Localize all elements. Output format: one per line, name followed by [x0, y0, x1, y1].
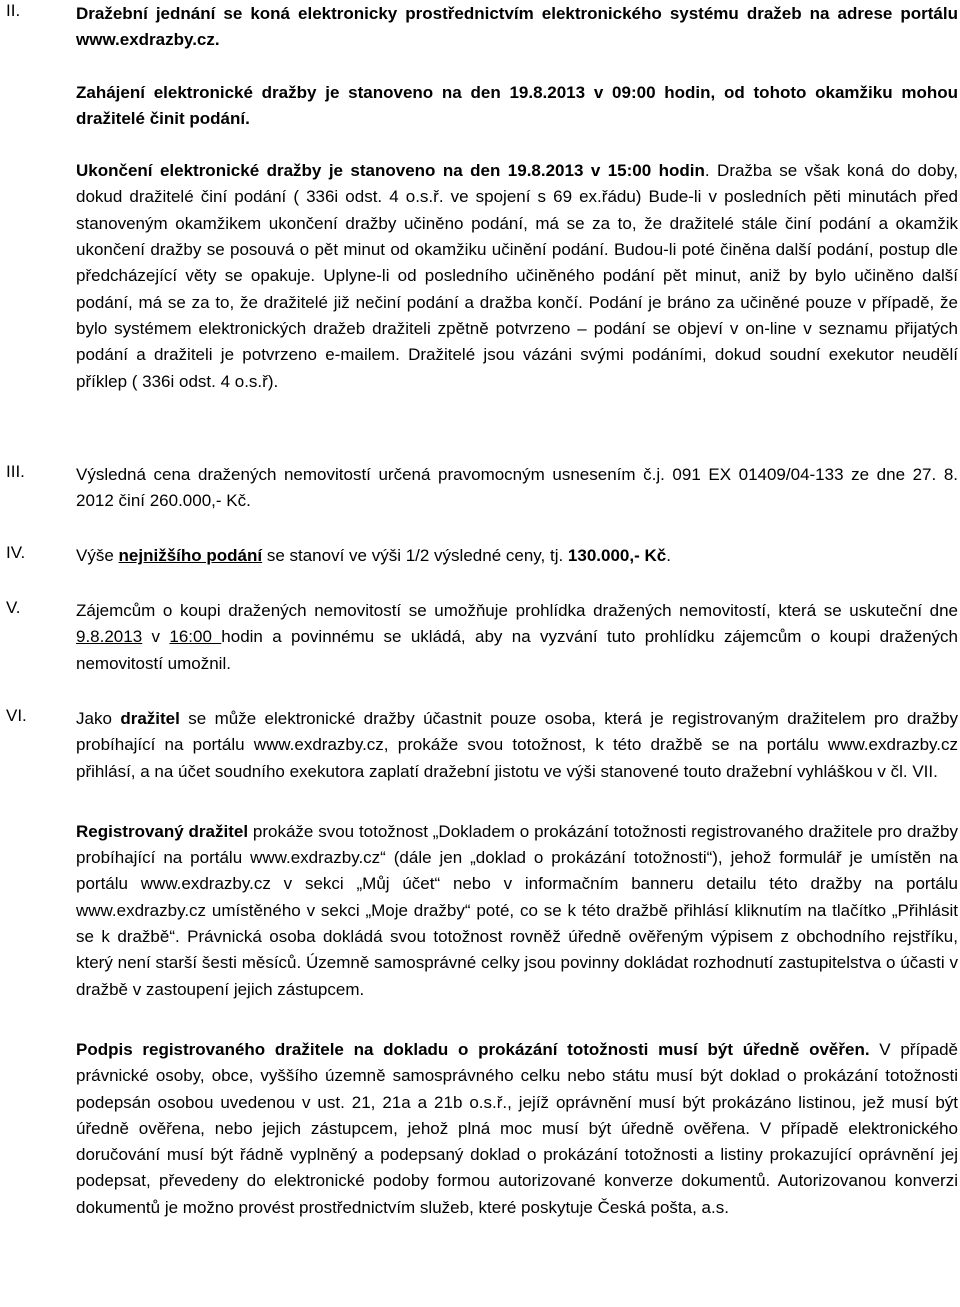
section-number: VI.: [6, 706, 27, 725]
section-text: [76, 706, 958, 1221]
section-text: [76, 1, 958, 395]
paragraph: Zahájení elektronické dražby je stanoveno na den 19.8.2013 v 09:00 hodin, od tohoto okamžiku mohou dražitelé činit podání.: [76, 82, 958, 128]
paragraph: Ukončení elektronické dražby je stanoveno na den 19.8.2013 v 15:00 hodin. Dražba se však koná do doby, dokud dražitelé činí podání ( 336i odst. 4 o.s.ř. ve spojení s 69 ex.řádu) Bude-li v posledních pěti minutách před stanoveným okamžikem ukončení dražby učiněno podání, má se za to, že dražitelé stále činí podání a okamžik ukončení dražby se posouvá o pět minut od okamžiku učinění podání. Budou-li poté činěna další podání, postup dle předcházející věty se opakuje. Uplyne-li od posledního učiněného podání pět minut, aniž by bylo učiněno další podání, má se za to, že dražitelé již nečiní podání a dražba končí. Podání je bráno za učiněné pouze v případě, že bylo systémem elektronických dražeb dražiteli zpětně potvrzeno – podání se objeví v on-line v seznamu přijatých podání a dražiteli je potvrzeno e-mailem. Dražitelé jsou vázáni svými podáními, dokud soudní exekutor neudělí příklep ( 336i odst. 4 o.s.ř).: [76, 161, 958, 391]
section-number: III.: [6, 462, 25, 481]
paragraph: Podpis registrovaného dražitele na dokladu o prokázání totožnosti musí být úředně ověřen. V případě právnické osoby, obce, vyššího územně samosprávného celku nebo státu musí být doklad o prokázání totožnosti podepsán osobou uvedenou v ust. 21, 21a a 21b o.s.ř., jejíž oprávnění musí být prokázáno listinou, jež musí být úředně ověřena, nebo jejich zástupcem, jehož plná moc musí být úředně ověřena. V případě elektronického doručování musí být řádně vyplněný a podepsaný doklad o prokázání totožnosti a listiny prokazující oprávnění jej podepsat, převedeny do elektronické podoby formou autorizované konverze dokumentů. Autorizovanou konverzi dokumentů je možno provést prostřednictvím služeb, které poskytuje Česká pošta, a.s.: [76, 1039, 958, 1217]
section-number: V.: [6, 598, 21, 617]
paragraph: Jako dražitel se může elektronické dražby účastnit pouze osoba, která je registrovaným dražitelem pro dražby probíhající na portálu www.exdrazby.cz, prokáže svou totožnost, k této dražbě se na portálu www.exdrazby.cz přihlásí, a na účet soudního exekutora zaplatí dražební jistotu ve výši stanovené touto dražební vyhláškou v čl. VII.: [76, 709, 958, 781]
section-number: II.: [6, 1, 21, 20]
section-text: Výsledná cena dražených nemovitostí určená pravomocným usnesením č.j. 091 EX 01409/04-133 ze dne 27. 8. 2012 činí 260.000,- Kč.: [76, 465, 958, 511]
section-text: Zájemcům o koupi dražených nemovitostí se umožňuje prohlídka dražených nemovitostí, která se uskuteční dne 9.8.2013 v 16:00 hodin a povinnému se ukládá, aby na vyzvání tuto prohlídku zájemcům o koupi dražených nemovitostí umožnil.: [76, 601, 959, 673]
paragraph: Dražební jednání se koná elektronicky prostřednictvím elektronického systému dražeb na adrese portálu www.exdrazby.cz.: [76, 4, 958, 50]
section-number: IV.: [6, 543, 26, 562]
paragraph: Registrovaný dražitel prokáže svou totožnost „Dokladem o prokázání totožnosti registrovaného dražitele pro dražby probíhající na portálu www.exdrazby.cz“ (dále jen „doklad o prokázání totožnosti“), jehož formulář je umístěn na portálu www.exdrazby.cz v sekci „Můj účet“ nebo v informačním banneru detailu této dražby na portálu www.exdrazby.cz umístěného v sekci „Moje dražby“ poté, co se k této dražbě přihlásí kliknutím na tlačítko „Přihlásit se k dražbě“. Právnická osoba dokládá svou totožnost rovněž úředně ověřeným výpisem z obchodního rejstříku, který není starší šesti měsíců. Územně samosprávné celky jsou povinny dokládat rozhodnutí zastupitelstva o účasti v dražbě v zastoupení jejich zástupcem.: [76, 821, 958, 999]
section-text: Výše nejnižšího podání se stanoví ve výši 1/2 výsledné ceny, tj. 130.000,- Kč.: [76, 546, 671, 565]
